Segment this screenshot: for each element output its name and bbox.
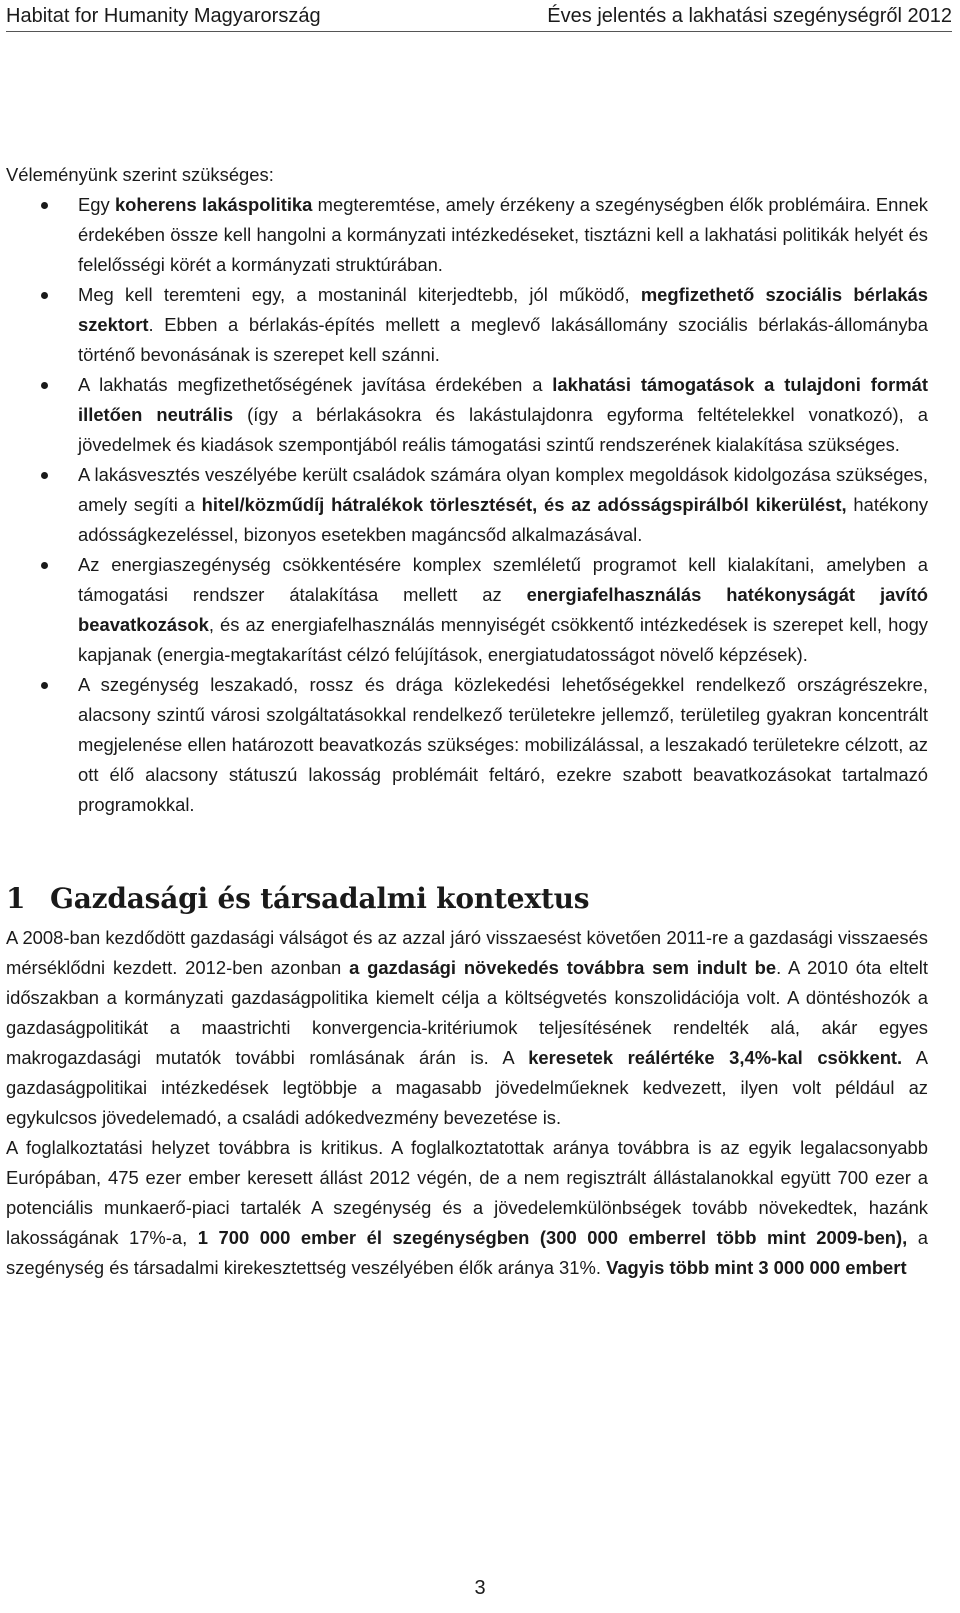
list-item-text xyxy=(78,194,928,275)
list-item-text xyxy=(78,674,928,815)
text-run: A 2008-ban kezdődött gazdasági válságot és az azzal járó visszaesést követően 2011-re a gazdasági visszaesés mérséklődni kezdett. 2012-ben azonban xyxy=(6,927,928,978)
list-item-text xyxy=(78,554,928,665)
list-item-text xyxy=(78,284,928,365)
bold-text-run: 1 700 000 ember él szegénységben (300 000 emberrel több mint 2009-ben), xyxy=(197,1227,908,1248)
text-run: . A 2010 óta eltelt időszakban a kormányzati gazdaságpolitika kiemelt célja a költségvetés konszolidációja volt. A döntéshozók a gazdaságpolitikát a maastrichti konvergencia-kritériumok teljesítésének rendelték alá, akár egyes makrogazdasági mutatók további romlásának árán is. A xyxy=(6,957,929,1068)
list-item xyxy=(6,190,928,280)
text-run: A lakásvesztés veszélyébe került családok számára olyan komplex megoldások kidolgozása szükséges, amely segíti a xyxy=(78,464,928,515)
header-organization: Habitat for Humanity Magyarország xyxy=(6,5,321,27)
text-run: A foglalkoztatási helyzet továbbra is kritikus. A foglalkoztatottak aránya továbbra is az egyik legalacsonyabb Európában, 475 ezer ember keresett állást 2012 végén, de a nem regisztrált állástalanokkal együtt 700 ezer a potenciális munkaerő-piaci tartalék A szegénység és a jövedelemkülönbségek tovább növekedtek, hazánk lakosságának 17%-a, xyxy=(6,1137,928,1248)
text-run: Egy xyxy=(78,194,115,215)
text-run: (így a bérlakásokra és lakástulajdonra egyforma feltételekkel vonatkozó), a jövedelmek és kiadások szempontjából reális támogatási szintű rendszerének kialakítása szükséges. xyxy=(78,404,928,455)
recommendation-list xyxy=(6,190,928,820)
bold-text-run: Vagyis több mint 3 000 000 embert xyxy=(606,1257,907,1278)
list-item xyxy=(6,460,928,550)
page-header xyxy=(6,2,952,32)
bullet-dot-icon xyxy=(41,562,48,569)
section-number: 1 xyxy=(6,882,26,915)
text-run: A szegénység leszakadó, rossz és drága közlekedési lehetőségekkel rendelkező országrészekre, alacsony szintű városi szolgáltatásokkal rendelkező területekre jellemző, területileg gyakran koncentrált megjelenése ellen határozott beavatkozás szükséges: mobilizálással, a leszakadó területekre célzott, az ott élő alacsony státuszú lakosság problémáit feltáró, ezekre szabott beavatkozásokat tartalmazó programokkal. xyxy=(78,674,928,815)
text-run: a szegénység és társadalmi kirekesztettség veszélyében élők aránya 31%. xyxy=(6,1227,929,1278)
text-run: hatékony adósságkezeléssel, bizonyos esetekben magáncsőd alkalmazásával. xyxy=(78,494,929,545)
text-run: Meg kell teremteni egy, a mostaninál kiterjedtebb, jól működő, xyxy=(78,284,641,305)
text-run: megteremtése, amely érzékeny a szegénységben élők problémáira. Ennek érdekében össze kell hangolni a kormányzati intézkedéseket, tisztázni kell a lakhatási politikák helyét és felelősségi körét a kormányzati struktúrában. xyxy=(78,194,928,275)
bold-text-run: keresetek reálértéke 3,4%-kal csökkent. xyxy=(528,1047,903,1068)
list-item xyxy=(6,370,928,460)
bold-text-run: hitel/közműdíj hátralékok törlesztését, és az adósságspirálból kikerülést, xyxy=(201,494,847,515)
bullet-dot-icon xyxy=(41,682,48,689)
bold-text-run: koherens lakáspolitika xyxy=(114,194,313,215)
text-run: Az energiaszegénység csökkentésére komplex szemléletű programot kell kialakítani, amelyben a támogatási rendszer átalakítása mellett az xyxy=(78,554,928,605)
page-number: 3 xyxy=(474,1577,486,1599)
text-run: . Ebben a bérlakás-építés mellett a meglevő lakásállomány szociális bérlakás-állományba történő bevonásának is szerepet kell szánni. xyxy=(78,314,928,365)
text-run: A gazdaságpolitikai intézkedések legtöbbje a magasabb jövedelműeknek kedvezett, ilyen volt például az egykulcsos jövedelemadó, a családi adókedvezmény bevezetése is. xyxy=(6,1047,928,1128)
list-item xyxy=(6,280,928,370)
body-paragraph xyxy=(6,1133,928,1283)
bold-text-run: a gazdasági növekedés továbbra sem indult be xyxy=(349,957,777,978)
bold-text-run: megfizethető szociális bérlakás szektort xyxy=(78,284,929,335)
list-item xyxy=(6,550,928,670)
bullet-dot-icon xyxy=(41,202,48,209)
text-run: A lakhatás megfizethetőségének javítása érdekében a xyxy=(78,374,553,395)
bold-text-run: lakhatási támogatások a tulajdoni formát illetően neutrális xyxy=(78,374,928,425)
section-heading xyxy=(6,877,928,921)
intro-line: Véleményünk szerint szükséges: xyxy=(6,164,274,185)
text-run: , és az energiafelhasználás mennyiségét csökkentő intézkedések is szerepet kell, hogy kapjanak (energia-megtakarítást célzó felújítások, energiatudatosságot növelő képzések). xyxy=(78,614,928,665)
bold-text-run: energiafelhasználás hatékonyságát javító beavatkozások xyxy=(78,584,928,635)
header-report-title: Éves jelentés a lakhatási szegénységről 2012 xyxy=(547,5,952,27)
list-item-text xyxy=(78,374,928,455)
bullet-dot-icon xyxy=(41,292,48,299)
bullet-dot-icon xyxy=(41,382,48,389)
list-item xyxy=(6,670,928,820)
list-item-text xyxy=(78,464,928,545)
document-body xyxy=(6,160,928,1283)
section-title: Gazdasági és társadalmi kontextus xyxy=(50,882,590,915)
bullet-dot-icon xyxy=(41,472,48,479)
body-paragraph xyxy=(6,923,928,1133)
